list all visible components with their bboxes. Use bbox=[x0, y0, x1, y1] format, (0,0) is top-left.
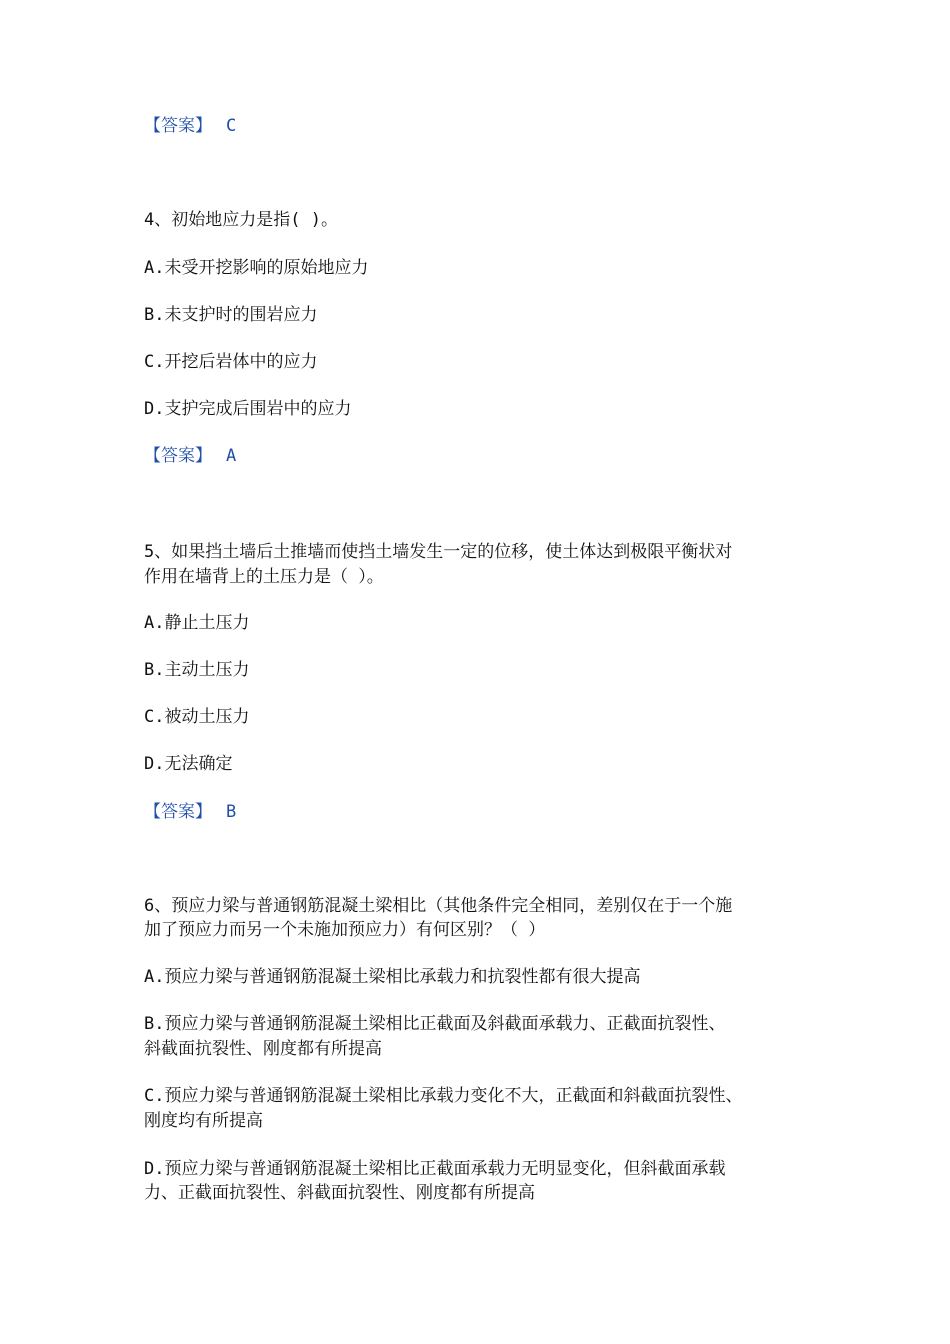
option-a: A.未受开挖影响的原始地应力 bbox=[144, 258, 369, 278]
option-c: C.被动土压力 bbox=[144, 707, 250, 727]
option-d-line-2: 力、正截面抗裂性、斜截面抗裂性、刚度都有所提高 bbox=[144, 1183, 535, 1203]
answer-value: C bbox=[226, 116, 237, 136]
option-c-line-1: C.预应力梁与普通钢筋混凝土梁相比承载力变化不大，正截面和斜截面抗裂性、 bbox=[144, 1086, 743, 1106]
answer-label: 【答案】 bbox=[144, 446, 212, 466]
answer-q3 bbox=[144, 114, 236, 138]
option-d: D.无法确定 bbox=[144, 754, 233, 774]
option-d: D.支护完成后围岩中的应力 bbox=[144, 399, 352, 419]
option-a: A.预应力梁与普通钢筋混凝土梁相比承载力和抗裂性都有很大提高 bbox=[144, 967, 641, 987]
question-stem-line-1: 5、如果挡土墙后土推墙而使挡土墙发生一定的位移，使土体达到极限平衡状对 bbox=[144, 542, 733, 562]
option-a: A.静止土压力 bbox=[144, 613, 250, 633]
answer-label: 【答案】 bbox=[144, 802, 212, 822]
answer-q5 bbox=[144, 800, 236, 824]
question-stem: 4、初始地应力是指( )。 bbox=[144, 210, 338, 230]
option-c: C.开挖后岩体中的应力 bbox=[144, 352, 318, 372]
option-c-line-2: 刚度均有所提高 bbox=[144, 1111, 263, 1131]
answer-label: 【答案】 bbox=[144, 116, 212, 136]
question-stem-line-1: 6、预应力梁与普通钢筋混凝土梁相比（其他条件完全相同，差别仅在于一个施 bbox=[144, 896, 733, 916]
answer-q4 bbox=[144, 444, 236, 468]
question-stem-line-2: 作用在墙背上的土压力是（ ）。 bbox=[144, 567, 384, 587]
option-b: B.主动土压力 bbox=[144, 660, 250, 680]
option-d-line-1: D.预应力梁与普通钢筋混凝土梁相比正截面承载力无明显变化，但斜截面承载 bbox=[144, 1159, 726, 1179]
answer-value: A bbox=[226, 446, 237, 466]
answer-value: B bbox=[226, 802, 237, 822]
option-b: B.未支护时的围岩应力 bbox=[144, 305, 318, 325]
option-b-line-1: B.预应力梁与普通钢筋混凝土梁相比正截面及斜截面承载力、正截面抗裂性、 bbox=[144, 1014, 726, 1034]
question-stem-line-2: 加了预应力而另一个未施加预应力）有何区别？（ ） bbox=[144, 920, 546, 940]
option-b-line-2: 斜截面抗裂性、刚度都有所提高 bbox=[144, 1039, 382, 1059]
